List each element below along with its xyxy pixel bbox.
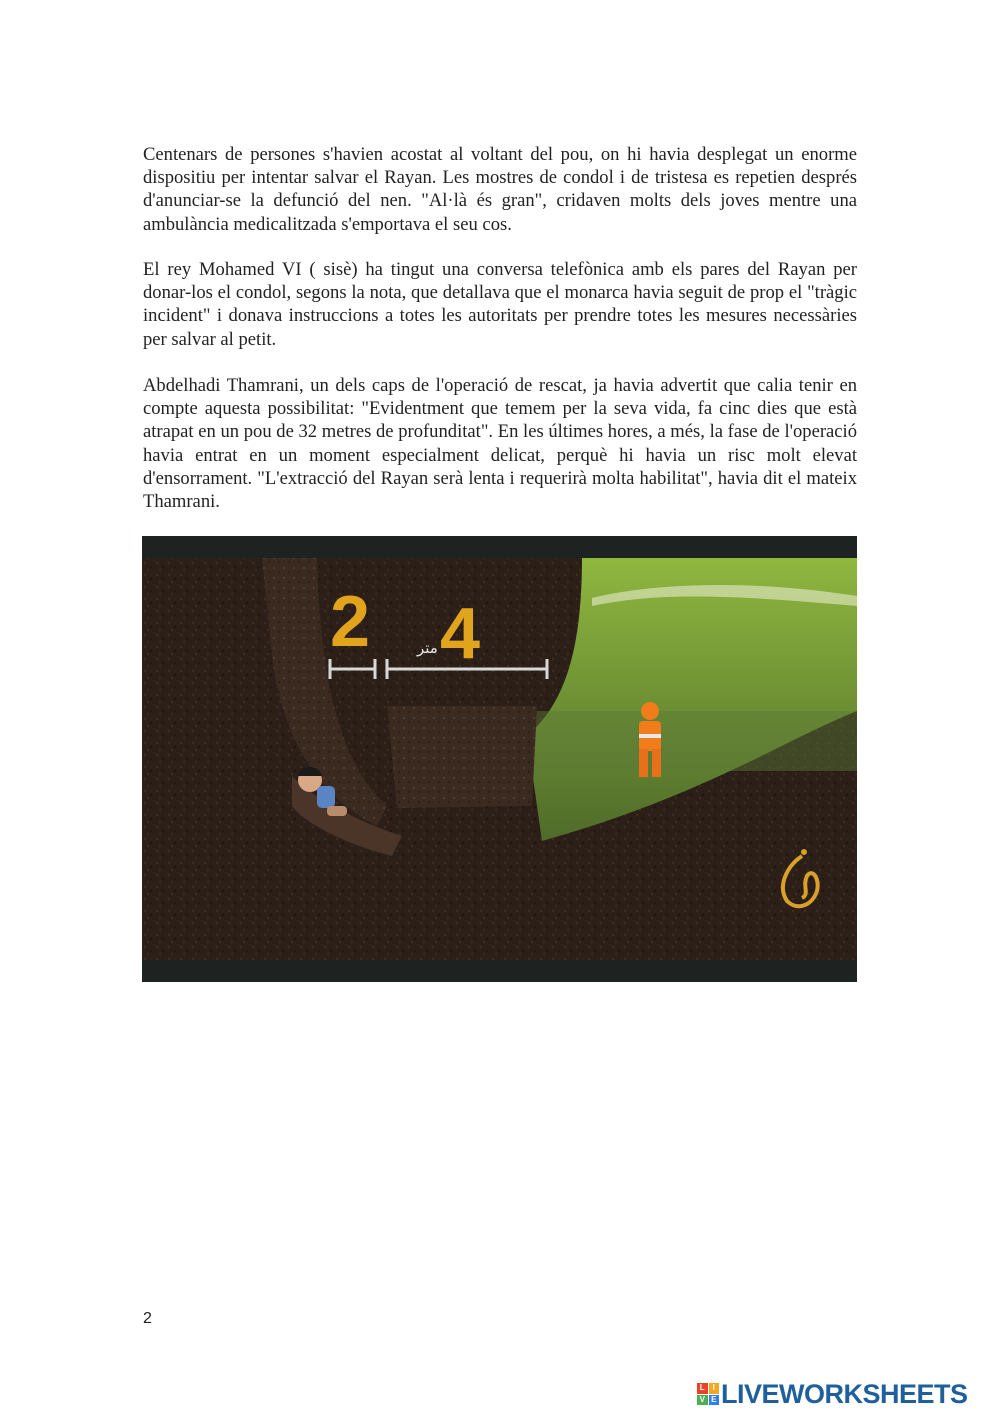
page-number: 2 — [143, 1310, 152, 1327]
liveworksheets-logo: L I V E — [697, 1383, 719, 1405]
paragraph-1: Centenars de persones s'havien acostat al voltant del pou, on hi havia desplegat un enorme dispositiu per intentar salvar el Rayan. Les mostres de condol i de tristesa es repetien després d'anunciar-se la defunció del nen. "Al·là és gran", cridaven molts dels joves mentre una ambulància medicalitzada s'emportava el seu cos. — [143, 144, 857, 235]
liveworksheets-brand — [697, 1380, 968, 1408]
paragraph-3: Abdelhadi Thamrani, un dels caps de l'operació de rescat, ja havia advertit que calia tenir en compte aquesta possibilitat: "Evidentment que temem per la seva vida, fa cinc dies que està atrapat en un pou de 32 metres de profunditat". En les últimes hores, a més, la fase de l'operació havia entrat en un moment especialment delicat, perquè hi havia un risc molt elevat d'ensorrament. "L'extracció del Rayan serà lenta i requerirà molta habilitat", havia dit el mateix Thamrani. — [143, 375, 857, 513]
top-bar — [142, 536, 857, 558]
excavated-block — [387, 706, 537, 808]
rescue-illustration — [142, 536, 857, 982]
paragraph-2: El rey Mohamed VI ( sisè) ha tingut una conversa telefònica amb els pares del Rayan per donar-los el condol, segons la nota, que detallava que el monarca havia seguit de prop el "tràgic incident" i donava instruccions a totes les autoritats per prendre totes les mesures necessàries per salvar al petit. — [143, 259, 857, 350]
depth-number-left: 2 — [330, 582, 371, 662]
depth-number-right: 4 — [440, 594, 481, 674]
bottom-bar — [142, 960, 857, 982]
unit-label: متر — [417, 639, 438, 657]
liveworksheets-text: LIVEWORKSHEETS — [721, 1378, 968, 1409]
